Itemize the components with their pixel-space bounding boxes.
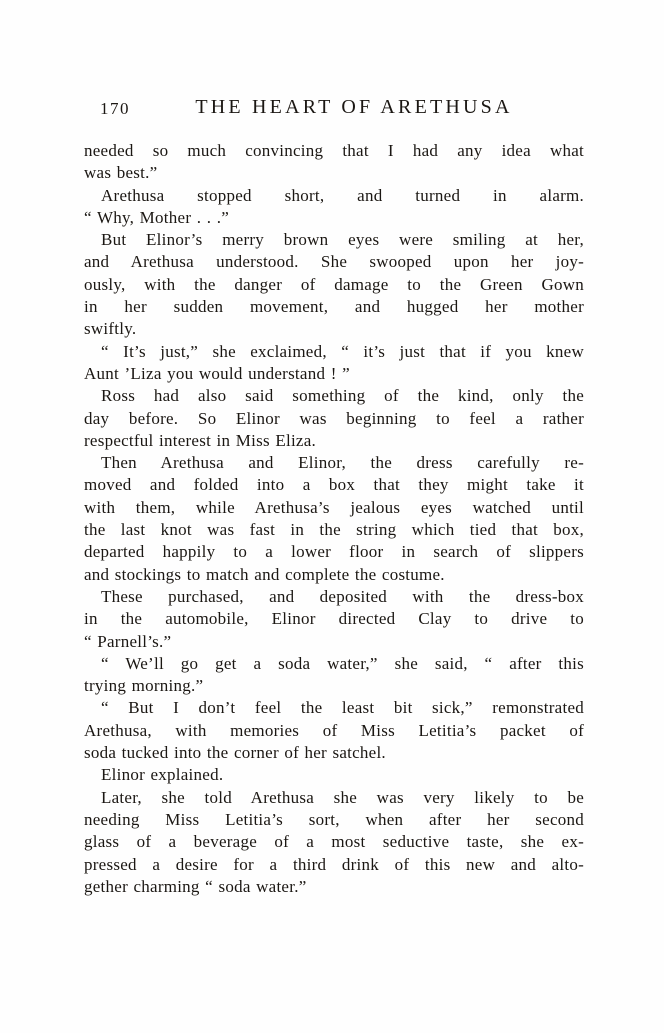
text-line: Aunt ’Liza you would understand ! ” [84, 363, 350, 383]
text-line: pressed a desire for a third drink of this new and alto- [84, 854, 584, 874]
body-text [84, 140, 584, 898]
text-line: gether charming “ soda water.” [84, 876, 307, 896]
text-line: moved and folded into a box that they might take it [84, 475, 584, 495]
page-header [84, 96, 584, 122]
page-number: 170 [100, 99, 130, 118]
text-line: needing Miss Letitia’s sort, when after her second [84, 809, 584, 829]
text-line: glass of a beverage of a most seductive taste, she ex- [84, 832, 584, 852]
text-line: “ We’ll go get a soda water,” she said, “ after this [101, 653, 584, 673]
text-line: the last knot was fast in the string which tied that box, [84, 520, 584, 540]
text-line: ously, with the danger of damage to the Green Gown [84, 274, 584, 294]
text-line: Later, she told Arethusa she was very likely to be [101, 787, 584, 807]
text-line: respectful interest in Miss Eliza. [84, 430, 317, 450]
text-line: in the automobile, Elinor directed Clay to drive to [84, 609, 584, 629]
text-line: “ Parnell’s.” [84, 631, 172, 651]
text-line: Arethusa, with memories of Miss Letitia’s packet of [84, 720, 584, 740]
text-line: Then Arethusa and Elinor, the dress carefully re- [101, 453, 584, 473]
text-line: and Arethusa understood. She swooped upon her joy- [84, 252, 584, 272]
text-line: departed happily to a lower floor in search of slippers [84, 542, 584, 562]
text-line: “ Why, Mother . . .” [84, 207, 230, 227]
text-line: Arethusa stopped short, and turned in alarm. [101, 185, 584, 205]
text-line: and stockings to match and complete the costume. [84, 564, 445, 584]
text-line: But Elinor’s merry brown eyes were smiling at her, [101, 230, 584, 250]
text-line: Elinor explained. [101, 765, 224, 785]
text-line: soda tucked into the corner of her satchel. [84, 743, 386, 763]
text-line: “ But I don’t feel the least bit sick,” remonstrated [101, 698, 584, 718]
text-line: swiftly. [84, 319, 137, 339]
text-line: These purchased, and deposited with the dress-box [101, 586, 584, 606]
text-line: in her sudden movement, and hugged her mother [84, 297, 584, 317]
text-line: Ross had also said something of the kind, only the [101, 386, 584, 406]
text-line: day before. So Elinor was beginning to feel a rather [84, 408, 584, 428]
running-title: THE HEART OF ARETHUSA [195, 96, 513, 118]
text-line: was best.” [84, 163, 158, 183]
text-line: “ It’s just,” she exclaimed, “ it’s just that if you knew [101, 341, 584, 361]
text-line: with them, while Arethusa’s jealous eyes watched until [84, 497, 584, 517]
text-line: trying morning.” [84, 676, 204, 696]
text-line: needed so much convincing that I had any idea what [84, 141, 584, 160]
